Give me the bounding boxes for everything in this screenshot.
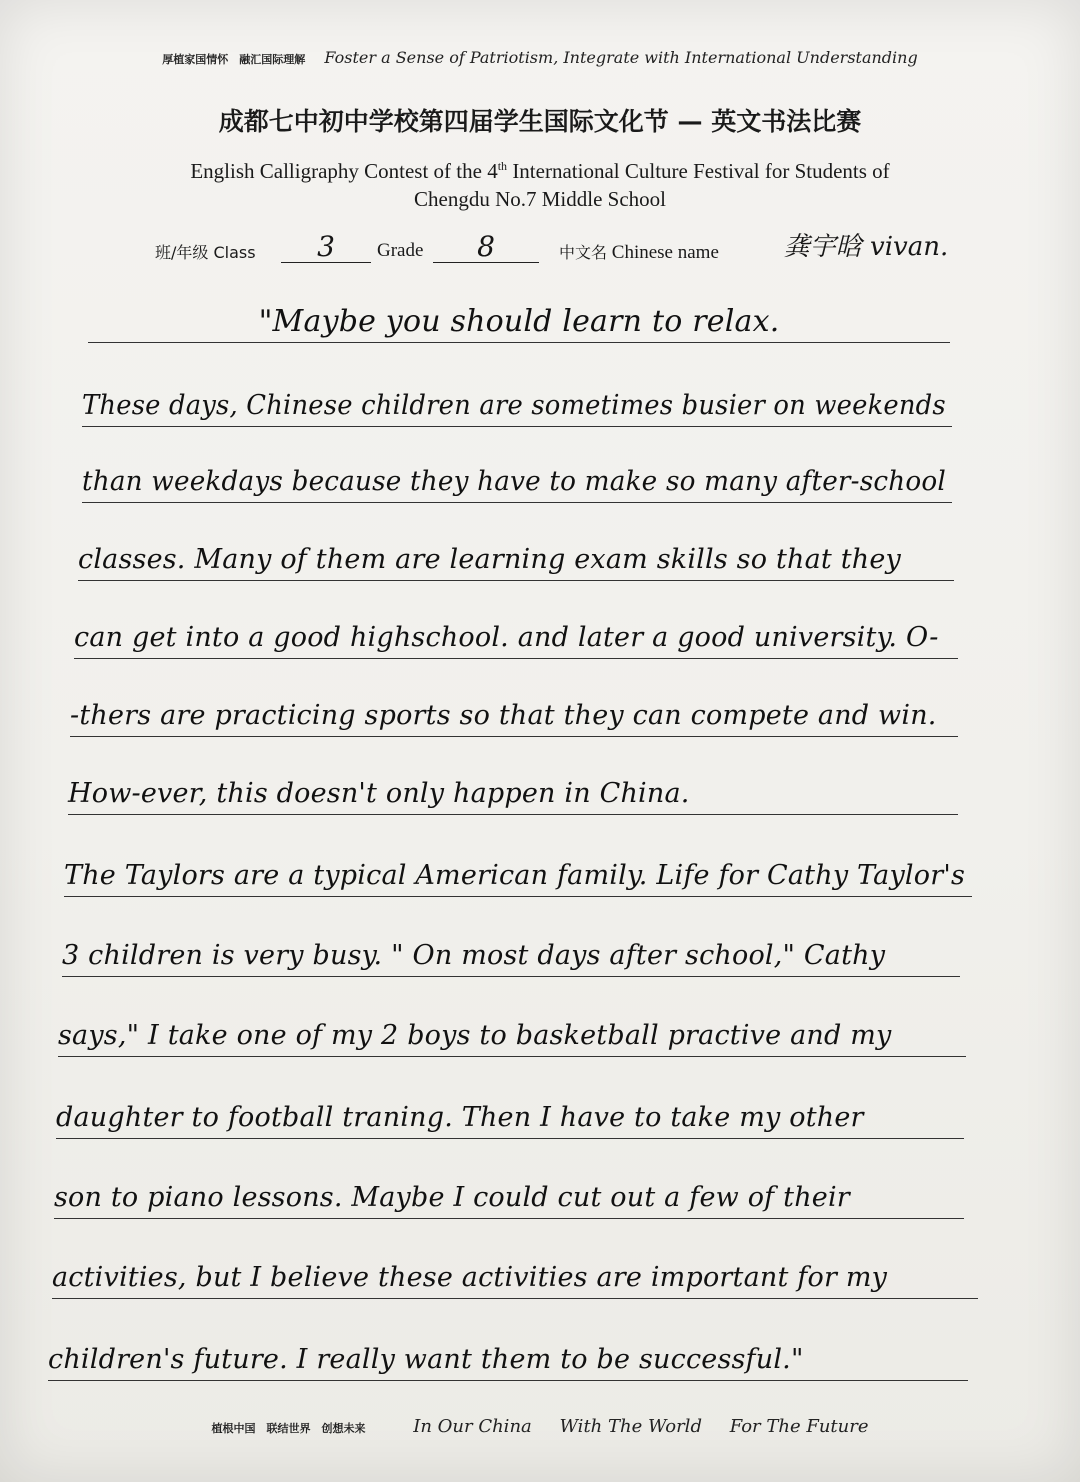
chinese-name-label <box>559 240 719 264</box>
contest-title-cn: 成都七中初中学校第四届学生国际文化节 — 英文书法比赛 <box>218 107 862 136</box>
essay-line-text: activities, but I believe these activities are important for my <box>52 1262 888 1293</box>
chinese-name-label-cn: 中文名 <box>559 243 608 262</box>
essay-line <box>78 540 954 581</box>
header-motto-cn: 厚植家国情怀 融汇国际理解 <box>162 53 306 66</box>
essay-title-line <box>88 302 950 343</box>
footer-motto-en-2: With The World <box>559 1416 702 1437</box>
essay-line <box>54 1178 964 1219</box>
essay-line-text: children's future. I really want them to be successful." <box>48 1344 804 1375</box>
essay-line <box>64 856 972 897</box>
footer-motto-en-3: For The Future <box>729 1416 869 1437</box>
contest-title-en <box>0 152 1080 213</box>
essay-line <box>62 936 960 977</box>
class-label: 班/年级 Class <box>155 243 256 262</box>
header-motto-en: Foster a Sense of Patriotism, Integrate with International Understanding <box>324 48 918 67</box>
contest-title-en-line2: Chengdu No.7 Middle School <box>414 187 666 211</box>
essay-line-text: These days, Chinese children are sometimes busier on weekends <box>82 390 946 421</box>
essay-title: "Maybe you should learn to relax. <box>258 304 780 339</box>
header-motto <box>0 48 1080 67</box>
class-field[interactable]: 3 <box>281 232 371 263</box>
essay-line <box>58 1016 966 1057</box>
essay-line-text: daughter to football traning. Then I have to take my other <box>56 1102 864 1133</box>
essay-line <box>70 696 958 737</box>
student-info-row <box>155 232 1015 272</box>
contest-title-en-sup: th <box>497 159 508 173</box>
essay-line <box>68 774 958 815</box>
grade-label: Grade <box>377 240 424 261</box>
chinese-name-field[interactable]: 龚宇晗 vivan. <box>783 232 949 262</box>
footer-motto-cn: 植根中国 联结世界 创想未来 <box>211 1422 366 1435</box>
grade-field[interactable]: 8 <box>433 232 539 263</box>
contest-title-en-part1: English Calligraphy Contest of the 4 <box>190 159 498 183</box>
essay-line <box>82 462 952 503</box>
essay-line-text: says," I take one of my 2 boys to basketball practive and my <box>58 1020 892 1051</box>
essay-line <box>48 1340 968 1381</box>
essay-line-text: The Taylors are a typical American family. Life for Cathy Taylor's <box>64 860 965 891</box>
essay-line-text: How-ever, this doesn't only happen in China. <box>68 778 690 809</box>
contest-title-en-part2: International Culture Festival for Students of <box>507 159 890 183</box>
essay-line-text: can get into a good highschool. and later a good university. O- <box>74 622 939 653</box>
essay-line-text: classes. Many of them are learning exam skills so that they <box>78 544 902 575</box>
essay-line <box>56 1098 964 1139</box>
essay-line <box>82 386 952 427</box>
chinese-name-label-en: Chinese name <box>611 242 719 263</box>
essay-line-text: than weekdays because they have to make so many after-school <box>82 466 946 497</box>
footer-motto-en-1: In Our China <box>413 1416 532 1437</box>
footer-motto <box>0 1416 1080 1437</box>
essay-line-text: 3 children is very busy. " On most days after school," Cathy <box>62 940 886 971</box>
essay-line <box>52 1258 978 1299</box>
essay-line-text: son to piano lessons. Maybe I could cut out a few of their <box>54 1182 850 1213</box>
essay-line <box>74 618 958 659</box>
essay-line-text: -thers are practicing sports so that they can compete and win. <box>70 700 937 731</box>
